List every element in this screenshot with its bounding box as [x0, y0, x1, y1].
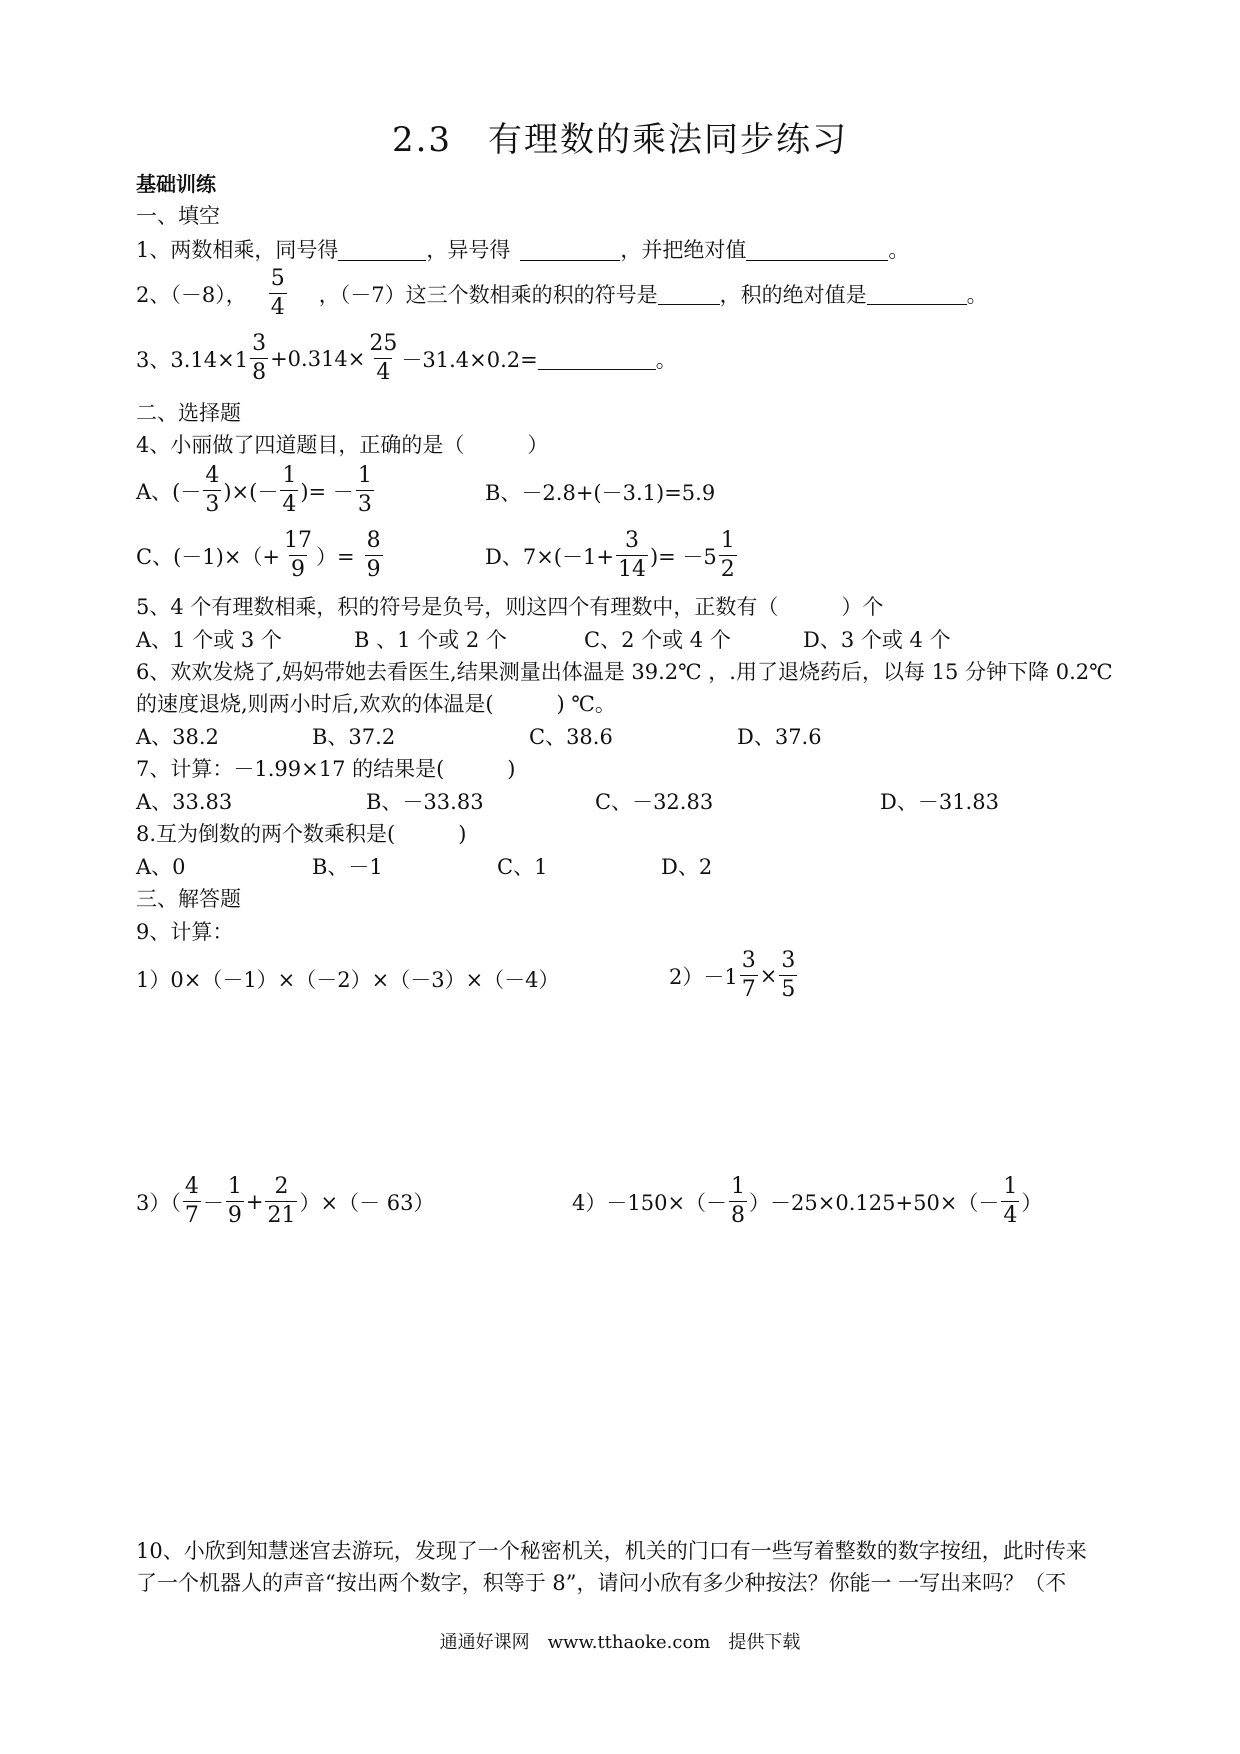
fraction: $\frac{3}{8}$ — [252, 331, 267, 385]
answer-blank[interactable] — [746, 238, 888, 261]
q1-text-d: 。 — [888, 238, 910, 262]
question-5-stem: 5、4 个有理数相乘，积的符号是负号，则这四个有理数中，正数有（ ）个 — [136, 595, 884, 619]
q2-text-c: ，积的绝对值是 — [719, 282, 867, 307]
q1-text-c: ，并把绝对值 — [620, 238, 747, 262]
answer-blank[interactable] — [538, 347, 656, 370]
question-6-line-1: 6、欢欢发烧了,妈妈带她去看医生,结果测量出体温是 39.2℃ ，.用了退烧药后，以每 15 分钟下降 0.2℃ — [136, 660, 1113, 684]
question-5-option-c[interactable]: C、2 个或 4 个 — [584, 628, 731, 652]
question-6-option-a[interactable]: A、38.2 — [136, 725, 219, 749]
question-7-option-c[interactable]: C、－32.83 — [595, 790, 714, 814]
q1-text-b: ，异号得 — [426, 238, 511, 262]
fraction: $\frac{1}{9}$ — [227, 1174, 242, 1228]
fraction: $\frac{3}{5}$ — [781, 948, 796, 1002]
footer-source: 通通好课网 www.tthaoke.com 提供下载 — [439, 1632, 801, 1653]
question-9-part-2: 2）－1 $\frac{3}{7}$ × $\frac{3}{5}$ — [669, 948, 796, 1002]
part-heading-choice: 二、选择题 — [136, 401, 241, 425]
answer-blank[interactable] — [520, 238, 620, 261]
q1-text-a: 1、两数相乘，同号得 — [136, 238, 339, 262]
question-4-stem: 4、小丽做了四道题目，正确的是（ ） — [136, 433, 549, 457]
fraction: $\frac{3}{14}$ — [617, 528, 646, 582]
fraction: $\frac{1}{4}$ — [1003, 1174, 1018, 1228]
fraction: $\frac{4}{7}$ — [184, 1174, 199, 1228]
question-9-stem: 9、计算： — [136, 920, 234, 944]
question-8-option-d[interactable]: D、2 — [661, 855, 713, 879]
question-10-line-2: 了一个机器人的声音“按出两个数字，积等于 8”，请问小欣有多少种按法？你能一 一写出来吗？（不 — [136, 1571, 1067, 1595]
question-4-option-a[interactable]: A、(－ $\frac{4}{3}$ )×(－ $\frac{1}{4}$ )= － $\frac{1}{3}$ — [136, 463, 372, 517]
question-6-option-c[interactable]: C、38.6 — [529, 725, 613, 749]
question-4-option-c[interactable]: C、(－1)×（+ $\frac{17}{9}$ ）= $\frac{8}{9}$ — [136, 528, 381, 582]
question-4-option-d[interactable]: D、7×(－1+ $\frac{3}{14}$ )= －5 $\frac{1}{2}$ — [485, 528, 735, 582]
fraction: $\frac{1}{2}$ — [720, 528, 735, 582]
q2-text-e: 。 — [966, 282, 988, 307]
q3-text-e: 。 — [655, 347, 677, 372]
part-heading-fill-blank: 一、填空 — [136, 204, 220, 228]
part-heading-solve: 三、解答题 — [136, 887, 241, 911]
question-3 — [136, 333, 677, 384]
answer-blank[interactable] — [867, 282, 967, 305]
fraction: $\frac{4}{3}$ — [205, 463, 220, 517]
question-5-option-a[interactable]: A、1 个或 3 个 — [136, 628, 282, 652]
fraction: $\frac{17}{9}$ — [284, 528, 313, 582]
q3-text-a: 3、3.14×1 — [136, 347, 249, 372]
answer-blank[interactable] — [338, 238, 426, 261]
question-8-option-b[interactable]: B、－1 — [312, 855, 383, 879]
question-5-option-d[interactable]: D、3 个或 4 个 — [803, 628, 951, 652]
question-1 — [136, 234, 909, 264]
q3-text-c: －31.4×0.2= — [401, 347, 538, 372]
question-10-line-1: 10、小欣到知慧迷宫去游玩，发现了一个秘密机关，机关的门口有一些写着整数的数字按纽，此时传来 — [136, 1539, 1087, 1563]
fraction: $\frac{25}{4}$ — [369, 331, 398, 385]
fraction: $\frac{3}{7}$ — [741, 948, 756, 1002]
question-5-option-b[interactable]: B 、1 个或 2 个 — [354, 628, 507, 652]
question-9-part-3: 3）（ $\frac{4}{7}$ － $\frac{1}{9}$ + $\frac{2}{21}$ ）×（－ 63） — [136, 1174, 435, 1228]
page-title: 2.3 有理数的乘法同步练习 — [391, 120, 849, 160]
q2-text-b: ，（－7）这三个数相乘的积的符号是 — [318, 282, 658, 307]
question-7-stem: 7、计算：－1.99×17 的结果是( ) — [136, 757, 516, 781]
q2-text-a: 2、（－8）， — [136, 282, 247, 307]
question-6-option-b[interactable]: B、37.2 — [312, 725, 396, 749]
fraction: $\frac{2}{21}$ — [267, 1174, 296, 1228]
fraction: $\frac{8}{9}$ — [366, 528, 381, 582]
question-8-stem: 8.互为倒数的两个数乘积是( ) — [136, 822, 467, 846]
answer-blank[interactable] — [658, 282, 720, 305]
question-9-part-1: 1）0×（－1）×（－2）×（－3）×（－4） — [136, 968, 560, 992]
question-7-option-b[interactable]: B、－33.83 — [366, 790, 484, 814]
question-6-line-2: 的速度退烧,则两小时后,欢欢的体温是( ) ℃。 — [136, 692, 616, 716]
question-6-option-d[interactable]: D、37.6 — [737, 725, 822, 749]
fraction: $\frac{1}{3}$ — [357, 463, 372, 517]
fraction: $\frac{1}{8}$ — [731, 1174, 746, 1228]
question-7-option-d[interactable]: D、－31.83 — [880, 790, 999, 814]
question-2 — [136, 268, 988, 319]
question-8-option-a[interactable]: A、0 — [136, 855, 186, 879]
question-9-part-4: 4）－150×（－ $\frac{1}{8}$ ）－25×0.125+50×（－ $\frac{1}{4}$ ） — [572, 1174, 1043, 1228]
section-heading: 基础训练 — [136, 172, 216, 196]
question-7-option-a[interactable]: A、33.83 — [136, 790, 233, 814]
fraction: $\frac{5}{4}$ — [270, 266, 285, 320]
question-8-option-c[interactable]: C、1 — [497, 855, 548, 879]
fraction: $\frac{1}{4}$ — [282, 463, 297, 517]
question-4-option-b[interactable]: B、－2.8+(－3.1)=5.9 — [485, 481, 716, 505]
q3-text-b: +0.314× — [270, 346, 366, 371]
